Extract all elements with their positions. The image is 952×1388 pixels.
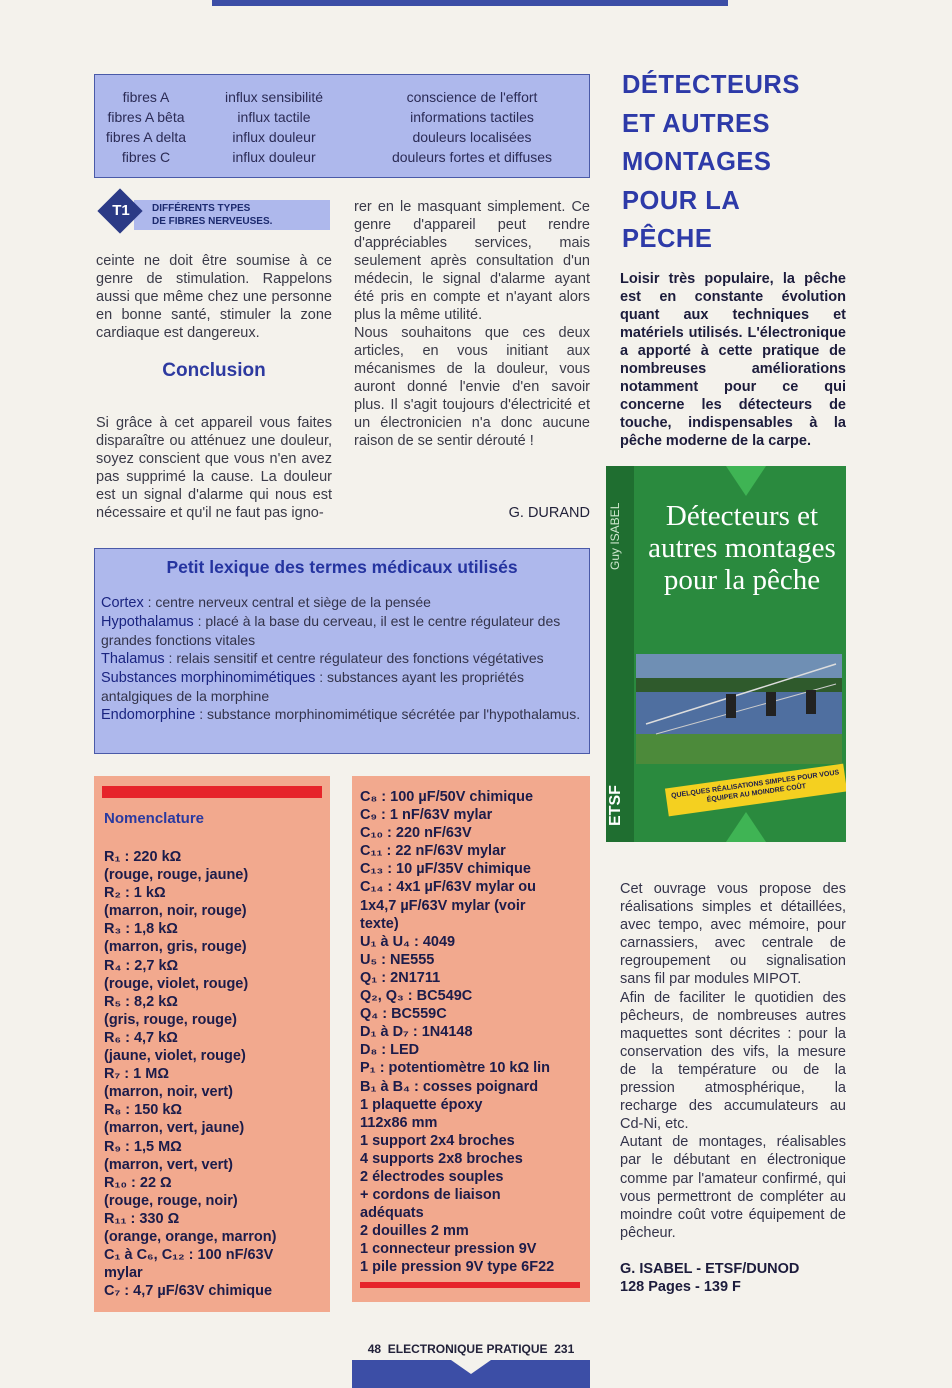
parts-list-item: R₇ : 1 MΩ	[104, 1066, 169, 1083]
parts-list-box-2	[352, 776, 590, 1302]
parts-list-item: C₁₁ : 22 nF/63V mylar	[360, 843, 506, 860]
parts-list-item: (marron, gris, rouge)	[104, 939, 247, 956]
glossary-entry: Thalamus : relais sensitif et centre régulateur des fonctions végétatives	[101, 650, 544, 667]
parts-list-item: Q₁ : 2N1711	[360, 969, 441, 986]
parts-list-item: Q₂, Q₃ : BC549C	[360, 988, 473, 1005]
table-col-influx: influx sensibilité influx tactile influx douleur influx douleur	[224, 89, 324, 165]
glossary-entry: Substances morphinomimétiques : substances ayant les propriétés antalgiques de la morphine	[101, 669, 524, 704]
parts-list-item: Q₄ : BC559C	[360, 1006, 447, 1023]
parts-list-item: adéquats	[360, 1205, 424, 1222]
parts-list-item: 1 pile pression 9V type 6F22	[360, 1259, 555, 1276]
article-mid-paragraph-2: Nous souhaitons que ces deux articles, en vous initiant aux mécanismes de la douleur, vous auront donné l'envie d'en savoir plus. Il s'agit toujours d'électricité et un électronicien n'a donc aucune raison de se sentir dérouté !	[354, 325, 590, 449]
parts-list-item: 2 douilles 2 mm	[360, 1223, 469, 1240]
parts-list-item: 2 électrodes souples	[360, 1168, 504, 1185]
parts-list-item: (marron, vert, jaune)	[104, 1120, 245, 1137]
parts-list-item: R₁₁ : 330 Ω	[104, 1210, 180, 1227]
parts-list-item: (rouge, rouge, noir)	[104, 1192, 238, 1209]
parts-list-item: D₁ à D₇ : 1N4148	[360, 1024, 473, 1041]
fishing-photo-icon	[636, 654, 842, 764]
conclusion-heading: Conclusion	[162, 360, 266, 381]
book-description: Cet ouvrage vous propose des réalisations simples et détaillées, avec tempo, avec mémoire, pour carnassiers, avec centrale de regroupement ou signalisation sans fil par modules MIPOT. Afin de faciliter le quotidien des pêcheurs, de nombreuses autres maquettes sont décrites : pour la conservation des vifs, la mesure de la température ou de la pression atmosphérique, la recharge des accumulateurs au Cd-Ni, etc. Autant de montages, réalisables par le débutant en électronique comme par l'amateur confirmé, qui vous permettront de compléter au moindre coût votre équipement de pêcheur.	[620, 881, 846, 1241]
parts-list-item: R₄ : 2,7 kΩ	[104, 957, 179, 974]
glossary-title: Petit lexique des termes médicaux utilisés	[166, 557, 518, 577]
table-badge-label: T1	[112, 202, 130, 219]
parts-list-title: Nomenclature	[104, 810, 205, 827]
parts-list-item: D₈ : LED	[360, 1042, 420, 1059]
parts-list-item: R₉ : 1,5 MΩ	[104, 1138, 182, 1155]
footer-notch-icon	[451, 1360, 491, 1374]
parts-list-item: 1 plaquette époxy	[360, 1096, 483, 1113]
parts-list-item: R₅ : 8,2 kΩ	[104, 993, 178, 1010]
article-mid-paragraph-1: rer en le masquant simplement. Ce genre d'appareil peut rendre d'appréciables services, mais seulement après consultation d'un médecin, le signal d'alarme ayant été pris en compte et n'ayant alors plus la même utilité.	[354, 199, 590, 323]
book-author: Guy ISABEL	[608, 502, 622, 570]
parts-list-item: 1x4,7 µF/63V mylar (voir	[360, 897, 526, 914]
parts-list-item: 112x86 mm	[360, 1114, 438, 1131]
parts-list-item: (rouge, rouge, jaune)	[104, 867, 249, 884]
red-rule	[102, 786, 322, 798]
publisher-logo: ETSF	[607, 785, 624, 827]
parts-list-item: C₉ : 1 nF/63V mylar	[360, 807, 493, 824]
article-author: G. DURAND	[508, 505, 590, 521]
parts-list-item: R₈ : 150 kΩ	[104, 1102, 183, 1119]
parts-list-item: R₁ : 220 kΩ	[104, 849, 182, 865]
parts-list-box-1	[94, 776, 330, 1312]
footer-text: 48 ELECTRONIQUE PRATIQUE 231	[367, 1342, 575, 1356]
parts-list-item: U₁ à U₄ : 4049	[360, 933, 456, 950]
parts-list-item: C₈ : 100 µF/50V chimique	[360, 789, 534, 805]
parts-list-col-1	[104, 848, 276, 1300]
parts-list-item: C₇ : 4,7 µF/63V chimique	[104, 1283, 273, 1300]
parts-list-item: R₁₀ : 22 Ω	[104, 1174, 172, 1191]
parts-list-item: (marron, noir, vert)	[104, 1084, 233, 1101]
table-col-fibers: fibres A fibres A bêta fibres A delta fibres C	[105, 89, 187, 165]
conclusion-paragraph: Si grâce à cet appareil vous faites disparaître ou atténuez une douleur, soyez conscient que vous n'en avez pas supprimé la cause. La douleur est un signal d'alarme qui nous est nécessaire et qu'il ne faut pas igno-	[96, 415, 332, 521]
glossary-entry: Endomorphine : substance morphinomimétique sécrétée par l'hypothalamus.	[101, 706, 581, 723]
parts-list-item: R₆ : 4,7 kΩ	[104, 1029, 178, 1046]
sidebar-title: DÉTECTEURS ET AUTRES MONTAGES POUR LA PÊCHE	[622, 71, 800, 253]
parts-list-item: (marron, vert, vert)	[104, 1156, 233, 1173]
parts-list-item: P₁ : potentiomètre 10 kΩ lin	[360, 1060, 551, 1077]
parts-list-item: U₅ : NE555	[360, 951, 435, 968]
parts-list-item: C₁₀ : 220 nF/63V	[360, 825, 472, 842]
fiber-types-table	[94, 74, 590, 178]
parts-list-item: mylar	[104, 1265, 143, 1282]
parts-list-item: texte)	[360, 915, 399, 932]
red-rule	[360, 1282, 580, 1288]
medical-glossary-box	[94, 548, 590, 754]
parts-list-item: (gris, rouge, rouge)	[104, 1011, 237, 1028]
book-cover-image	[606, 466, 846, 842]
parts-list-item: (jaune, violet, rouge)	[104, 1048, 246, 1065]
parts-list-item: B₁ à B₄ : cosses poignard	[360, 1078, 539, 1095]
page-footer	[352, 1340, 590, 1388]
book-title: Détecteurs et autres montages pour la pêche	[648, 500, 836, 596]
parts-list-item: (marron, noir, rouge)	[104, 903, 247, 920]
table-caption-text: DIFFÉRENTS TYPES DE FIBRES NERVEUSES.	[134, 200, 330, 230]
parts-list-item: R₃ : 1,8 kΩ	[104, 921, 178, 938]
table-caption	[102, 190, 332, 240]
parts-list-item: (orange, orange, marron)	[104, 1228, 277, 1245]
top-color-bar	[212, 0, 728, 6]
parts-list-item: R₂ : 1 kΩ	[104, 885, 166, 902]
triangle-up-icon	[726, 812, 766, 842]
table-col-perception: conscience de l'effort informations tactiles douleurs localisées douleurs fortes et diffuses	[391, 89, 553, 165]
parts-list-col-2	[360, 788, 554, 1277]
sidebar-lead: Loisir très populaire, la pêche est en constante évolution quant aux techniques et matériels utilisés. L'électronique a apporté à cette pratique de nombreuses améliorations notamment pour ce qui concerne les détecteurs de touche, indispensables à la pêche moderne de la carpe.	[620, 271, 846, 449]
glossary-entry: Hypothalamus : placé à la base du cerveau, il est le centre régulateur des grandes fonctions vitales	[101, 613, 561, 648]
parts-list-item: C₁₃ : 10 µF/35V chimique	[360, 861, 531, 878]
parts-list-item: (rouge, violet, rouge)	[104, 975, 249, 992]
book-credits: G. ISABEL - ETSF/DUNOD 128 Pages - 139 F	[620, 1261, 800, 1295]
glossary-entries	[101, 593, 583, 724]
glossary-entry: Cortex : centre nerveux central et siège de la pensée	[101, 594, 431, 611]
book-banner: QUELQUES RÉALISATIONS SIMPLES POUR VOUS ÉQUIPER AU MOINDRE COÛT	[665, 764, 846, 817]
parts-list-item: 1 connecteur pression 9V	[360, 1241, 537, 1258]
parts-list-item: C₁₄ : 4x1 µF/63V mylar ou	[360, 879, 536, 896]
parts-list-item: 4 supports 2x8 broches	[360, 1150, 523, 1167]
article-left-paragraph: ceinte ne doit être soumise à ce genre de stimulation. Rappelons aussi que même chez une personne en bonne santé, stimuler la zone cardiaque est dangereux.	[96, 253, 332, 341]
parts-list-item: C₁ à C₆, C₁₂ : 100 nF/63V	[104, 1247, 274, 1264]
parts-list-item: 1 support 2x4 broches	[360, 1132, 515, 1149]
parts-list-item: + cordons de liaison	[360, 1187, 501, 1204]
triangle-down-icon	[726, 466, 766, 496]
